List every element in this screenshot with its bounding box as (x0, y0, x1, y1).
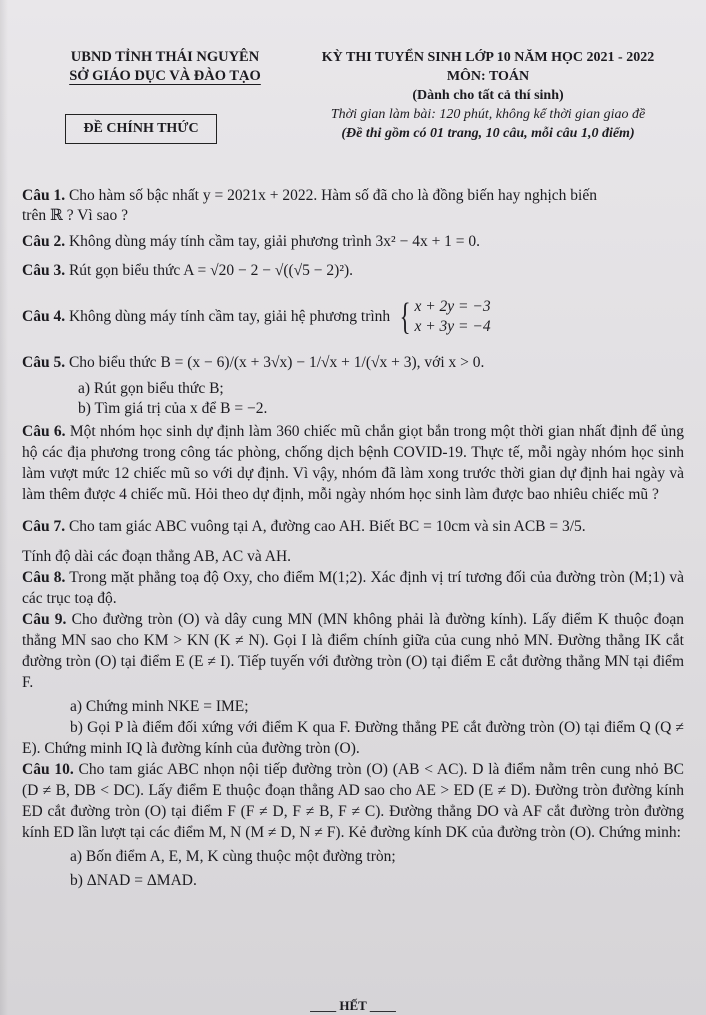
exam-body (22, 186, 684, 891)
question-10a: a) Bốn điểm A, E, M, K cùng thuộc một đường tròn; (70, 848, 396, 865)
question-5 (22, 353, 684, 373)
authority-header (40, 48, 290, 86)
question-7 (22, 517, 684, 537)
question-7-label: Câu 7. (22, 518, 66, 535)
question-5a: a) Rút gọn biểu thức B; (78, 380, 224, 397)
question-3-text: Rút gọn biểu thức A = √20 − 2 − √((√5 − 2)²). (68, 262, 354, 279)
question-8-label: Câu 8. (22, 569, 66, 586)
question-9-text: Cho đường tròn (O) và dây cung MN (MN không phải là đường kính). Lấy điểm K thuộc đoạn thẳng MN sao cho KM > KN (K ≠ N). Gọi I là điểm chính giữa của cung nhỏ MN. Đường thẳng IK cắt đường tròn (O) tại điểm E (E ≠ I). Tiếp tuyến với đường tròn (O) tại điểm E cắt đường thẳng MN tại điểm F. (22, 611, 684, 691)
system-equation-2: x + 3y = −4 (414, 318, 491, 335)
question-1-continuation: trên ℝ ? Vì sao ? (22, 207, 128, 224)
equation-system (396, 297, 490, 337)
question-10b: b) ΔNAD = ΔMAD. (70, 872, 197, 889)
question-5-text: Cho biểu thức B = (x − 6)/(x + 3√x) − 1/√x + 1/(√x + 3), với x > 0. (68, 354, 485, 371)
paper-shadow (0, 0, 8, 1015)
question-2 (22, 232, 684, 252)
official-exam-box (65, 114, 217, 144)
question-6-label: Câu 6. (22, 423, 66, 440)
question-6-text: Một nhóm học sinh dự định làm 360 chiếc mũ chắn giọt bắn trong một thời gian nhất định để ủng hộ các địa phương trong công tác phòng, chống dịch bệnh COVID-19. Thực tế, mỗi ngày nhóm học sinh làm vượt mức 12 chiếc mũ so với dự định. Vì vậy, nhóm đã làm xong trước thời gian dự định hai ngày và làm thêm được 4 chiếc mũ. Hỏi theo dự định, mỗi ngày nhóm học sinh làm được bao nhiêu chiếc mũ ? (22, 423, 684, 503)
exam-title: KỲ THI TUYỂN SINH LỚP 10 NĂM HỌC 2021 - 2022 (321, 50, 655, 65)
end-marker: ____ HẾT ____ (310, 998, 396, 1013)
subject-line: MÔN: TOÁN (446, 69, 530, 84)
question-1 (22, 186, 684, 226)
question-10-label: Câu 10. (22, 761, 74, 778)
question-9b: b) Gọi P là điểm đối xứng với điểm K qua F. Đường thẳng PE cắt đường tròn (O) tại điểm Q (Q ≠ E). Chứng minh IQ là đường kính của đường tròn (O). (22, 719, 684, 757)
question-4-label: Câu 4. (22, 308, 66, 325)
question-8-text: Trong mặt phẳng toạ độ Oxy, cho điểm M(1;2). Xác định vị trí tương đối của đường tròn (M;1) và các trục toạ độ. (22, 569, 684, 607)
system-brace: { (399, 296, 411, 338)
question-1-label: Câu 1. (22, 187, 66, 204)
time-note: Thời gian làm bài: 120 phút, không kể thời gian giao đề (330, 107, 646, 122)
question-7-continuation: Tính độ dài các đoạn thẳng AB, AC và AH. (22, 548, 292, 565)
question-2-label: Câu 2. (22, 233, 66, 250)
question-5b: b) Tìm giá trị của x để B = −2. (78, 400, 268, 417)
question-9 (22, 609, 684, 693)
question-10 (22, 759, 684, 843)
question-7-text: Cho tam giác ABC vuông tại A, đường cao AH. Biết BC = 10cm và sin ACB = 3/5. (68, 518, 586, 535)
question-6 (22, 421, 684, 505)
official-label: ĐỀ CHÍNH THỨC (83, 121, 199, 136)
question-9-label: Câu 9. (22, 611, 67, 628)
question-1-text: Cho hàm số bậc nhất y = 2021x + 2022. Hàm số đã cho là đồng biến hay nghịch biến (68, 187, 597, 204)
authority-line-2: SỞ GIÁO DỤC VÀ ĐÀO TẠO (69, 68, 261, 84)
authority-line-1: UBND TỈNH THÁI NGUYÊN (70, 49, 260, 65)
question-5-label: Câu 5. (22, 354, 66, 371)
pages-note: (Đề thi gồm có 01 trang, 10 câu, mỗi câu 1,0 điểm) (341, 126, 635, 141)
system-equation-1: x + 2y = −3 (414, 298, 491, 315)
question-4-text: Không dùng máy tính cầm tay, giải hệ phương trình (68, 308, 391, 325)
question-3-label: Câu 3. (22, 262, 66, 279)
audience-line: (Dành cho tất cả thí sinh) (412, 88, 564, 103)
exam-header (288, 48, 688, 143)
question-4 (22, 297, 684, 337)
question-8 (22, 567, 684, 609)
question-10-text: Cho tam giác ABC nhọn nội tiếp đường tròn (O) (AB < AC). D là điểm nằm trên cung nhỏ BC (D ≠ B, DB < DC). Lấy điểm E thuộc đoạn thẳng AD sao cho AE > ED (E ≠ D). Đường tròn đường kính ED cắt đường tròn (O) tại điểm F (F ≠ D, F ≠ B, F ≠ C). Đường thẳng DO và AF cắt đường tròn đường kính ED lần lượt tại các điểm M, N (M ≠ D, N ≠ F). Kẻ đường kính DK của đường tròn (O). Chứng minh: (22, 761, 684, 841)
question-2-text: Không dùng máy tính cầm tay, giải phương trình 3x² − 4x + 1 = 0. (68, 233, 481, 250)
question-9a: a) Chứng minh NKE = IME; (70, 698, 249, 715)
question-3 (22, 261, 684, 281)
